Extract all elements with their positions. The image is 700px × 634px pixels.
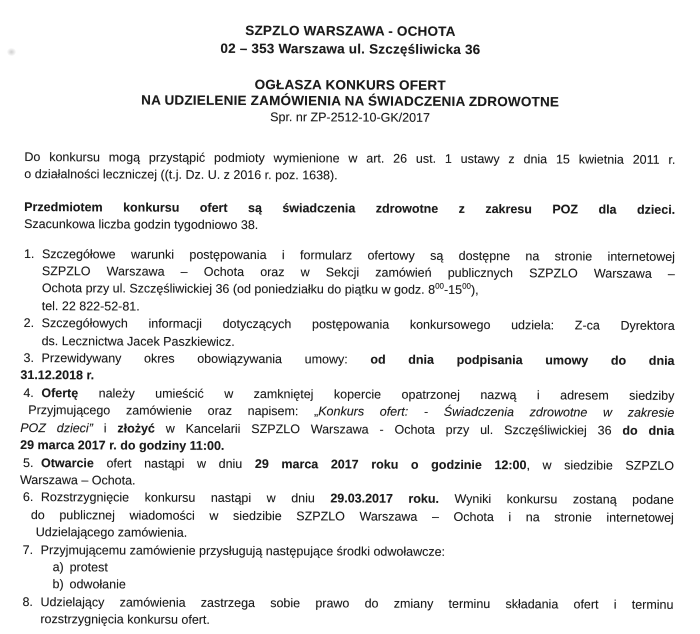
item-6-line-1: 6. Rozstrzygnięcie konkursu nastąpi w dniu 29.03.2017 roku. Wyniki konkursu zostaną podane — [22, 490, 674, 508]
item-4-line-3: POZ dzieci” i złożyć w Kancelarii SZPZLO Warszawa - Ochota przy ul. Szczęśliwickiej 36 do dnia — [20, 420, 675, 438]
item-1-line-1: 1. Szczegółowe warunki postępowania i formularz ofertowy są dostępne na stronie internetowej — [23, 246, 676, 264]
item-5-line-1: 5. Otwarcie ofert nastąpi w dniu 29 marca 2017 roku o godzinie 12:00, w siedzibie SZPZLO — [23, 455, 675, 473]
subject-paragraph — [24, 199, 675, 237]
subitem-b-label: b) — [52, 577, 64, 592]
item-7-subitem-a: a) protest — [23, 559, 674, 579]
item-8-line-1: 8. Udzielający zamówienia zastrzega sobie prawo do zmiany terminu składania ofert i terminu — [22, 594, 674, 612]
item-4-number: 4. — [23, 385, 34, 400]
org-name: SZPZLO WARSZAWA - OCHOTA — [245, 22, 456, 39]
item-5-line-2: Warszawa – Ochota. — [19, 472, 136, 488]
item-3-number: 3. — [23, 351, 34, 366]
item-2-line-1: 2. Szczegółowych informacji dotyczących postępowania konkursowego udziela: Z-ca Dyrektora — [23, 316, 675, 334]
item-7-line-1: 7. Przyjmującemu zamówienie przysługują następujące środki odwoławcze: — [22, 542, 446, 559]
item-2-number: 2. — [23, 316, 35, 331]
intro-paragraph — [24, 149, 675, 187]
item-5-number: 5. — [23, 455, 34, 470]
item-7-subitem-b: b) odwołanie — [22, 576, 673, 596]
intro-line-2: o działalności leczniczej ((t.j. Dz. U. z 2016 r. poz. 1638). — [24, 167, 338, 183]
item-7-number: 7. — [22, 542, 34, 557]
numbered-list — [19, 246, 676, 632]
item-6-line-3: Udzielającego zamówienia. — [35, 525, 188, 540]
item-6-number: 6. — [22, 490, 34, 505]
intro-line-1: Do konkursu mogą przystąpić podmioty wymienione w art. 26 ust. 1 ustawy z dnia 15 kwietnia 2011 r. — [24, 150, 676, 167]
announcement-block — [25, 76, 676, 127]
item-3-line-2: 31.12.2018 r. — [20, 368, 95, 383]
subject-line-2: Szacunkowa liczba godzin tygodniowo 38. — [24, 217, 259, 233]
hours-superscript-2: 00 — [462, 282, 472, 292]
item-4-line-2: Przyjmującego zamówienie oraz napisem: „Konkurs ofert: - Świadczenia zdrowotne w zakresie — [28, 403, 675, 421]
subject-line-1: Przedmiotem konkursu ofert są świadczenia zdrowotne z zakresu POZ dla dzieci. — [24, 199, 676, 217]
announcement-line-2: NA UDZIELENIE ZAMÓWIENIA NA ŚWIADCZENIA ZDROWOTNE — [141, 92, 560, 110]
item-8-line-2: rozstrzygnięcia konkursu ofert. — [40, 612, 210, 627]
item-6-line-2: do publicznej wiadomości w siedzibie SZPZLO Warszawa – Ochota i na stronie internetowej — [30, 507, 674, 525]
subitem-a-label: a) — [52, 560, 64, 575]
announcement-line-1: OGŁASZA KONKURS OFERT — [254, 77, 446, 93]
case-number: Spr. nr ZP-2512-10-GK/2017 — [270, 110, 431, 125]
org-address: 02 – 353 Warszawa ul. Szczęśliwicka 36 — [220, 40, 481, 58]
item-3-line-1: 3. Przewidywany okres obowiązywania umowy: od dnia podpisania umowy do dnia — [23, 351, 675, 368]
item-4-line-4: 29 marca 2017 r. do godziny 11:00. — [20, 438, 225, 453]
item-8-number: 8. — [22, 594, 33, 609]
item-1-number: 1. — [23, 246, 35, 261]
item-4-line-1: 4. Ofertę należy umieścić w zamkniętej kopercie opatrzonej nazwą i adresem siedziby — [23, 385, 675, 403]
hours-superscript-1: 00 — [435, 282, 445, 292]
item-1-line-2: SZPZLO Warszawa – Ochota oraz w Sekcji zamówień publicznych SZPZLO Warszawa – — [41, 264, 675, 281]
item-2-line-2: ds. Lecznictwa Jacek Paszkiewicz. — [41, 333, 235, 349]
item-1-line-4: tel. 22 822-52-81. — [41, 298, 140, 314]
item-1-line-3: Ochota przy ul. Szczęśliwickiej 36 (od poniedziałku do piątku w godz. $8^{00}-15^{00}$), — [41, 281, 479, 298]
